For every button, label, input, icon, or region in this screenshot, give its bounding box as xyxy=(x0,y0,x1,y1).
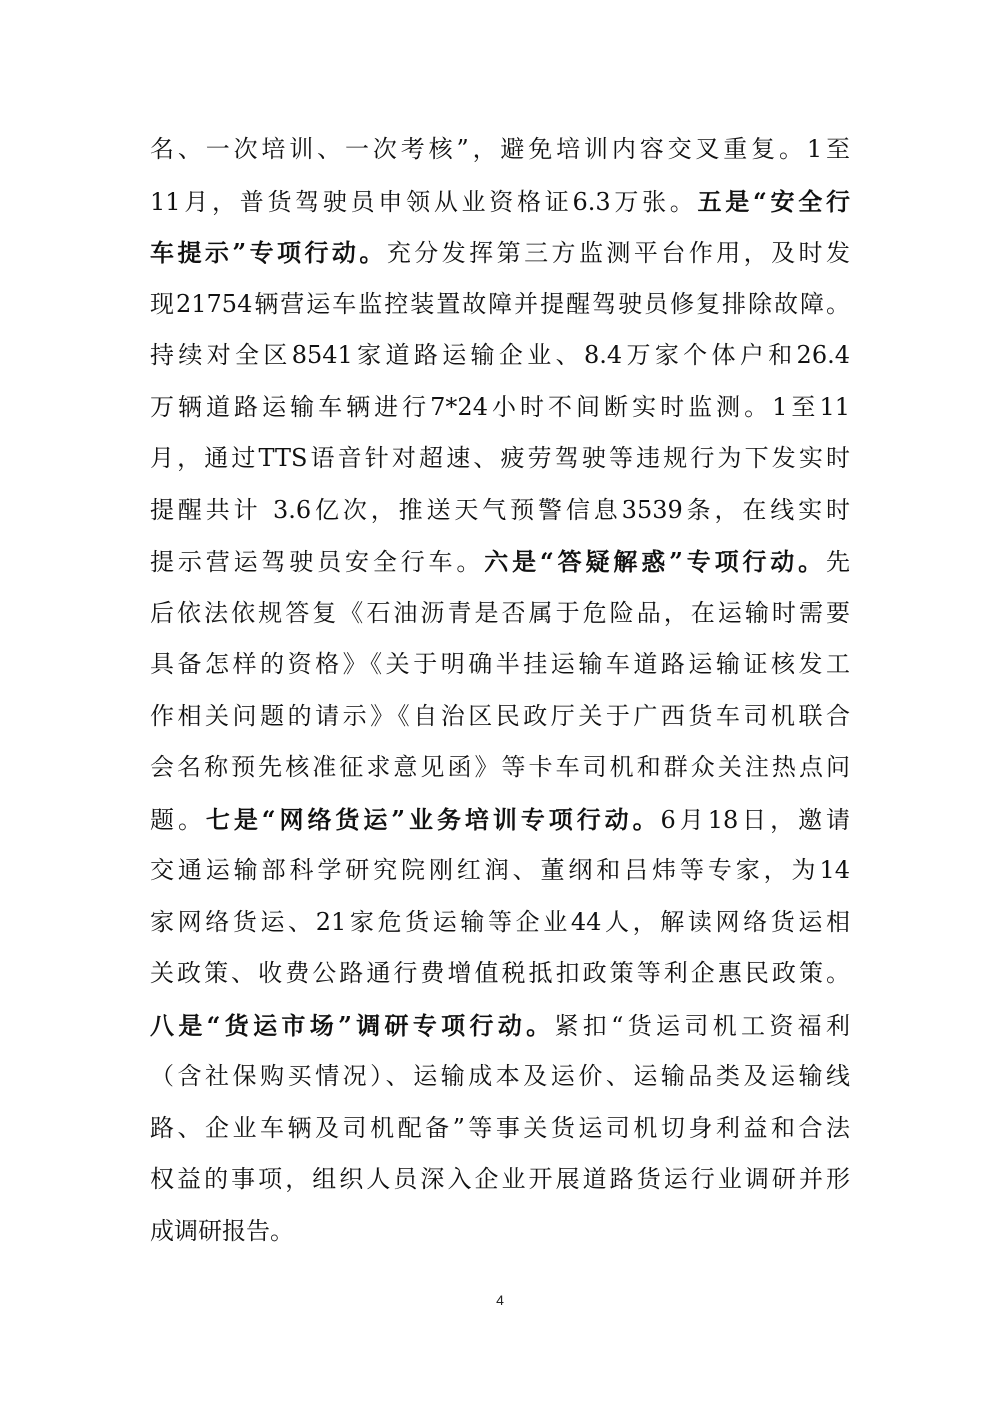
text-line xyxy=(150,845,850,897)
text-line xyxy=(150,1051,850,1103)
text-line xyxy=(150,279,850,331)
text-line xyxy=(150,433,850,485)
text-segment: 提示营运驾驶员安全行车。 xyxy=(150,548,485,576)
text-line xyxy=(150,382,850,434)
text-line xyxy=(150,1154,850,1206)
text-segment: 万辆道路运输车辆进行7*24小时不间断实时监测。1至11 xyxy=(150,392,850,421)
text-line xyxy=(150,897,850,949)
text-segment: 提醒共计 3.6亿次，推送天气预警信息3539条，在线实时 xyxy=(150,495,850,524)
text-segment: 6月18日，邀请 xyxy=(660,805,850,834)
text-segment: 持续对全区8541家道路运输企业、8.4万家个体户和26.4 xyxy=(150,341,850,369)
text-segment: 题。 xyxy=(150,805,206,834)
text-segment: 先 xyxy=(826,548,850,576)
text-segment: 具备怎样的资格》《关于明确半挂运输车道路运输证核发工 xyxy=(150,650,850,678)
text-line xyxy=(150,639,850,691)
bold-text-segment: 八是“货运市场”调研专项行动。 xyxy=(150,1010,555,1040)
bold-text-segment: 七是“网络货运”业务培训专项行动。 xyxy=(205,804,661,834)
text-line xyxy=(150,1206,850,1258)
text-segment: 成调研报告。 xyxy=(150,1216,294,1245)
text-segment: 会名称预先核准征求意见函》等卡车司机和群众关注热点问 xyxy=(150,753,850,781)
text-line xyxy=(150,588,850,640)
text-line xyxy=(150,536,850,588)
text-segment: 月，通过TTS语音针对超速、疲劳驾驶等违规行为下发实时 xyxy=(150,444,850,472)
text-segment: 紧扣“货运司机工资福利 xyxy=(554,1011,850,1040)
text-segment: 名、一次培训、一次考核”，避免培训内容交叉重复。1至 xyxy=(150,135,850,163)
text-segment: 交通运输部科学研究院刚红润、董纲和吕炜等专家，为14 xyxy=(150,856,850,884)
body-paragraph xyxy=(150,124,850,1257)
bold-text-segment: 六是“答疑解惑”专项行动。 xyxy=(484,547,827,576)
bold-text-segment: 车提示”专项行动。 xyxy=(150,238,387,267)
text-segment: 充分发挥第三方监测平台作用，及时发 xyxy=(386,239,850,267)
text-line xyxy=(150,691,850,743)
text-segment: 权益的事项，组织人员深入企业开展道路货运行业调研并形 xyxy=(150,1165,850,1193)
text-segment: 作相关问题的请示》《自治区民政厅关于广西货车司机联合 xyxy=(150,701,850,730)
text-line xyxy=(150,124,850,176)
page-number: 4 xyxy=(496,1292,504,1308)
text-line xyxy=(150,176,850,228)
text-line xyxy=(150,1000,850,1052)
text-line xyxy=(150,330,850,382)
text-segment: 现21754辆营运车监控装置故障并提醒驾驶员修复排除故障。 xyxy=(150,289,850,318)
text-line xyxy=(150,742,850,794)
text-segment: （含社保购买情况）、运输成本及运价、运输品类及运输线 xyxy=(150,1062,850,1090)
text-segment: 家网络货运、21家危货运输等企业44人，解读网络货运相 xyxy=(150,907,850,936)
text-line xyxy=(150,948,850,1000)
text-line xyxy=(150,485,850,537)
bold-text-segment: 五是“安全行 xyxy=(697,186,850,216)
text-line xyxy=(150,794,850,846)
text-segment: 11月，普货驾驶员申领从业资格证6.3万张。 xyxy=(150,187,698,216)
text-line xyxy=(150,1103,850,1155)
text-segment: 后依法依规答复《石油沥青是否属于危险品，在运输时需要 xyxy=(150,598,850,627)
text-segment: 路、企业车辆及司机配备”等事关货运司机切身利益和合法 xyxy=(150,1113,850,1142)
text-line xyxy=(150,227,850,279)
text-segment: 关政策、收费公路通行费增值税抵扣政策等利企惠民政策。 xyxy=(150,959,850,987)
